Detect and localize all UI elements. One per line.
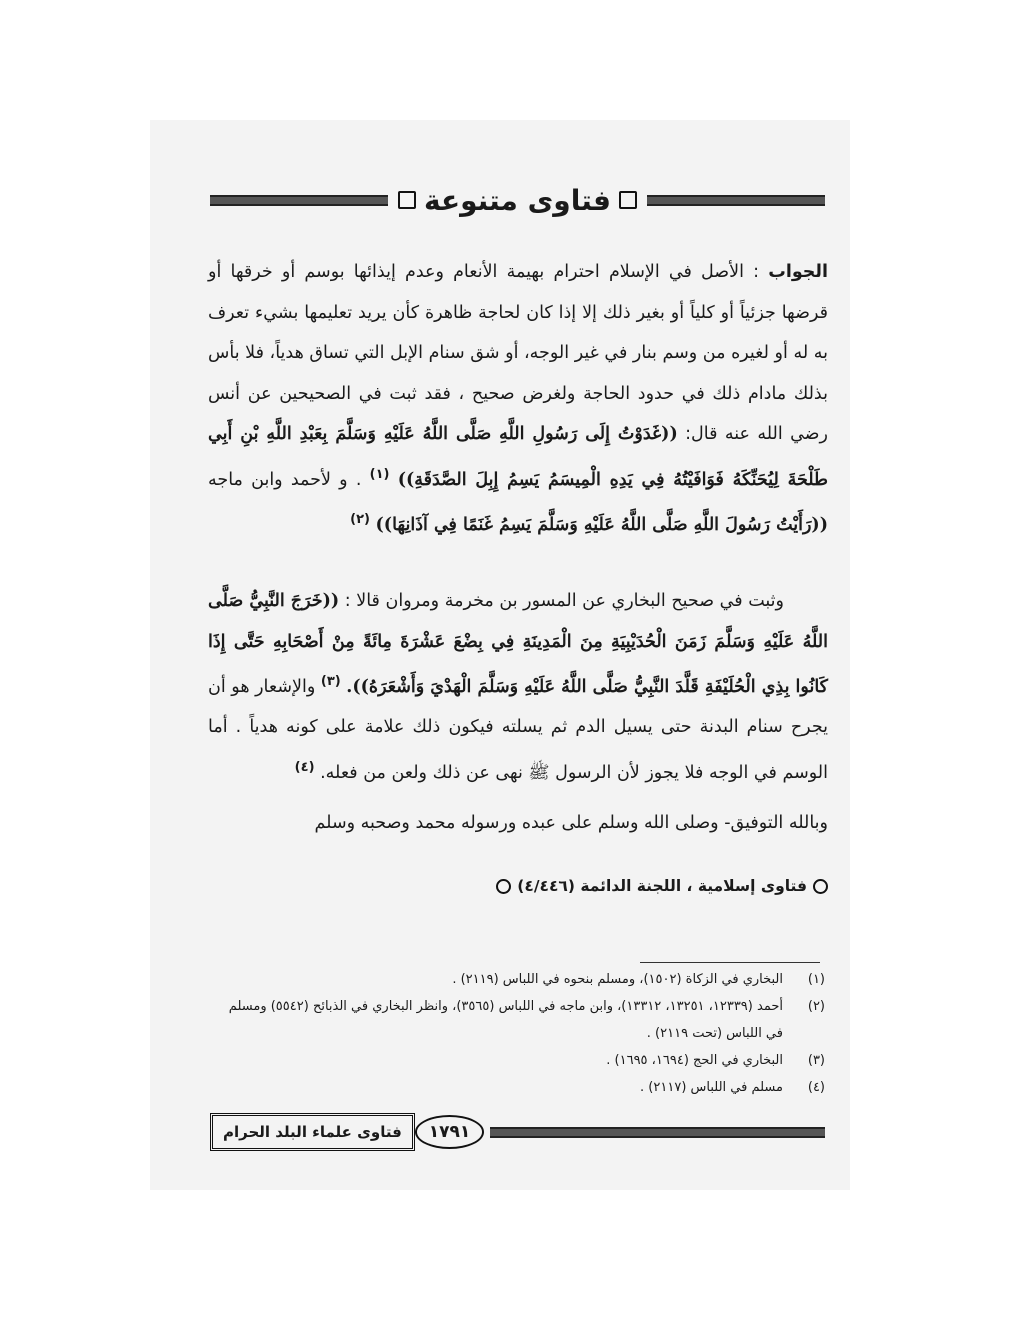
- source-text: فتاوى إسلامية ، اللجنة الدائمة (٤/٤٤٦): [517, 876, 807, 895]
- circle-bullet-icon: [813, 879, 828, 894]
- fatwa-body: [208, 252, 828, 906]
- answer-text: : الأصل في الإسلام احترام بهيمة الأنعام وعدم إيذائها بوسم أو خرقها أو قرضها جزئياً أو كلياً أو بغير ذلك إلا إذا كان لحاجة ظاهرة كأن يريد تعليمها بشيء تعرف به له أو لغيره من وسم بنار في غير الوجه، أو شق سنام الإبل التي تساق هدياً، فلا بأس بذلك مادام ذلك في حدود الحاجة ولغرض صحيح ، فقد ثبت في الصحيحين عن أنس رضي الله عنه قال:: [208, 262, 828, 444]
- footnote-item: [210, 966, 825, 993]
- footnote-number: (٤): [807, 1080, 825, 1095]
- section-title-text: فتاوى متنوعة: [424, 183, 611, 217]
- ishaar-intro: وثبت في صحيح البخاري عن المسور بن مخرمة ومروان قالا :: [339, 591, 784, 612]
- footnote-text: مسلم في اللباس (٢١١٧) .: [640, 1080, 783, 1095]
- answer-label: الجواب: [768, 262, 828, 282]
- footnote-ref-1: (١): [369, 466, 390, 482]
- ishaar-paragraph: [208, 581, 828, 793]
- header-rule-left: [210, 195, 388, 206]
- footer-rule: [490, 1127, 825, 1138]
- hadith-miswar: ((خَرَجَ النَّبِيُّ صَلَّى اللَّهُ عَلَيْهِ وَسَلَّمَ زَمَنَ الْحُدَيْبِيَةِ مِنَ الْمَدِينَةِ فِي بِضْعَ عَشْرَةَ مِائَةً مِنْ أَصْحَابِهِ حَتَّى إِذَا كَانُوا بِذِي الْحُلَيْفَةِ قَلَّدَ النَّبِيُّ صَلَّى اللَّهُ عَلَيْهِ وَسَلَّمَ الْهَدْيَ وَأَشْعَرَهُ)).: [208, 591, 828, 697]
- header-rule-right: [647, 195, 825, 206]
- page-footer: [210, 1108, 825, 1156]
- closing-line: وبالله التوفيق- وصلى الله وسلم على عبده ورسوله محمد وصحبه وسلم: [314, 813, 828, 834]
- source-citation: [208, 866, 828, 907]
- footnote-number: (٢): [807, 999, 825, 1014]
- footnote-number: (١): [807, 972, 825, 987]
- footnotes-list: [210, 966, 825, 1101]
- footnote-ref-2: (٢): [350, 511, 370, 527]
- section-header: [210, 180, 825, 220]
- footnote-separator: [640, 962, 820, 963]
- footnote-number: (٣): [807, 1053, 825, 1068]
- footnote-ref-3: (٣): [320, 674, 341, 690]
- square-bullet-icon: [398, 191, 416, 209]
- footnote-text: أحمد (١٢٣٣٩، ١٣٢٥١، ١٣٣١٢)، وابن ماجه في اللباس (٣٥٦٥)، وانظر البخاري في الذبائح (٥٥٤٢) ومسلم في اللباس (تحت ٢١١٩) .: [228, 999, 783, 1041]
- section-title: [388, 184, 647, 217]
- footnote-item: [210, 993, 825, 1047]
- answer-connector: . و لأحمد وابن ماجه: [208, 469, 370, 490]
- square-bullet-icon: [619, 191, 637, 209]
- footnote-item: [210, 1047, 825, 1074]
- ishaar-explanation: والإشعار هو أن يجرح سنام البدنة حتى يسيل الدم ثم يسلته فيكون ذلك علامة على كونه هدياً . أما الوسم في الوجه فلا يجوز لأن الرسول ﷺ نهى عن ذلك ولعن من فعله.: [208, 676, 828, 783]
- footnote-text: البخاري في الحج (١٦٩٤، ١٦٩٥) .: [606, 1053, 783, 1068]
- hadith-ahmad: ((رَأَيْتُ رَسُولَ اللَّهِ صَلَّى اللَّهُ عَلَيْهِ وَسَلَّمَ يَسِمُ غَنَمًا فِي آذَانِهَا)): [375, 514, 828, 535]
- page-number: ١٧٩١: [415, 1115, 485, 1149]
- footnote-ref-4: (٤): [294, 759, 315, 775]
- footnote-text: البخاري في الزكاة (١٥٠٢)، ومسلم بنحوه في اللباس (٢١١٩) .: [452, 972, 783, 987]
- book-title: فتاوى علماء البلد الحرام: [210, 1113, 415, 1151]
- circle-bullet-icon: [496, 879, 511, 894]
- hadith-anas: ((غَدَوْتُ إِلَى رَسُولِ اللَّهِ صَلَّى اللَّهُ عَلَيْهِ وَسَلَّمَ بِعَبْدِ اللَّهِ بْنِ أَبِي طَلْحَةَ لِيُحَنِّكَهُ فَوَافَيْتُهُ فِي يَدِهِ الْمِيسَمُ يَسِمُ إِبِلَ الصَّدَقَةِ)): [208, 424, 828, 490]
- footnote-item: [210, 1074, 825, 1101]
- answer-paragraph: [208, 252, 828, 545]
